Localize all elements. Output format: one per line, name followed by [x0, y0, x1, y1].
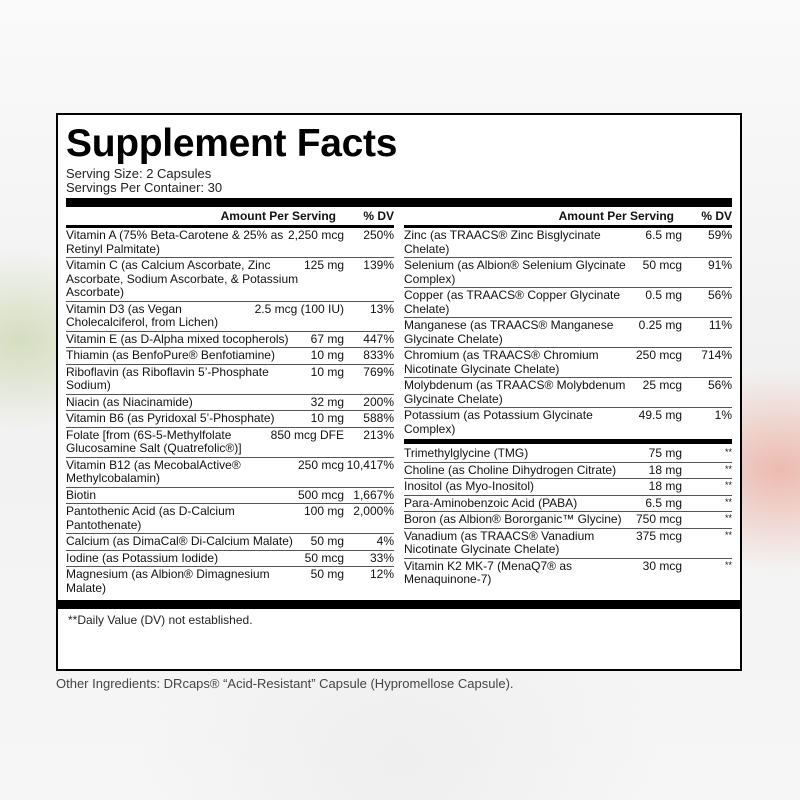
nutrient-name: Vitamin K2 MK-7 (MenaQ7® as Menaquinone-7): [404, 558, 573, 586]
nutrient-dv: 33%: [369, 550, 394, 565]
nutrient-dv: **: [724, 529, 732, 540]
dv-footnote: **Daily Value (DV) not established.: [68, 613, 253, 627]
nutrient-amount: 250 mcg: [635, 348, 682, 362]
nutrient-name: Vitamin A (75% Beta-Carotene & 25% as Retinyl Palmitate): [66, 228, 284, 256]
right-rows-top: [404, 228, 732, 437]
right-rows-bottom: [404, 446, 732, 588]
nutrient-name: Inositol (as Myo-Inositol): [404, 479, 535, 493]
nutrient-row: [66, 551, 394, 568]
nutrient-amount: 10 mg: [310, 348, 344, 362]
nutrient-row: [66, 411, 394, 428]
nutrient-name: Boron (as Albion® Bororganic™ Glycine): [404, 512, 622, 526]
nutrient-dv: 769%: [363, 364, 394, 379]
nutrient-dv: 4%: [376, 534, 394, 548]
nutrient-name: Thiamin (as BenfoPure® Benfotiamine): [66, 348, 275, 362]
amount-header: Amount Per Serving: [558, 209, 674, 223]
nutrient-row: [66, 228, 394, 258]
nutrient-dv: 11%: [708, 318, 732, 332]
panel-title: Supplement Facts: [66, 122, 398, 165]
nutrient-name: Pantothenic Acid (as D-Calcium Pantothenate): [66, 504, 235, 532]
nutrient-dv: 447%: [363, 331, 394, 346]
nutrient-row: [404, 288, 732, 318]
nutrient-dv: 1,667%: [353, 487, 394, 502]
nutrient-row: [404, 318, 732, 348]
nutrient-amount: 2.5 mcg (100 IU): [254, 301, 344, 316]
nutrient-name: Niacin (as Niacinamide): [66, 394, 193, 409]
nutrient-name: Molybdenum (as TRAACS® Molybdenum Glycinate Chelate): [404, 378, 626, 406]
right-column-header: [404, 207, 732, 228]
nutrient-row: [66, 348, 394, 365]
nutrient-dv: 588%: [363, 411, 394, 425]
nutrient-amount: 6.5 mg: [645, 495, 682, 510]
nutrient-amount: 2,250 mcg: [287, 228, 344, 242]
nutrient-name: Magnesium (as Albion® Dimagnesium Malate): [66, 567, 270, 595]
nutrient-dv: 250%: [363, 228, 394, 242]
nutrient-amount: 50 mcg: [304, 550, 344, 565]
nutrient-amount: 67 mg: [310, 331, 344, 346]
nutrient-name: Biotin: [66, 487, 97, 502]
nutrient-amount: 250 mcg: [297, 457, 344, 472]
nutrient-row: [404, 348, 732, 378]
nutrient-row: [404, 258, 732, 288]
nutrient-amount: 100 mg: [303, 504, 344, 518]
nutrient-row: [404, 479, 732, 496]
nutrient-name: Vitamin B12 (as MecobalActive® Methylcobalamin): [66, 457, 241, 485]
section-separator: [404, 439, 732, 444]
nutrient-amount: 75 mg: [648, 446, 682, 460]
nutrient-dv: 10,417%: [346, 457, 394, 472]
other-ingredients: Other Ingredients: DRcaps® “Acid-Resistant” Capsule (Hypromellose Capsule).: [56, 676, 514, 691]
nutrient-amount: 0.5 mg: [645, 288, 682, 302]
nutrient-name: Para-Aminobenzoic Acid (PABA): [404, 495, 578, 510]
nutrient-row: [66, 395, 394, 412]
nutrient-dv: 213%: [363, 427, 394, 442]
nutrient-name: Riboflavin (as Riboflavin 5’-Phosphate Sodium): [66, 364, 269, 392]
nutrient-amount: 18 mg: [648, 462, 682, 477]
nutrient-name: Chromium (as TRAACS® Chromium Nicotinate Glycinate Chelate): [404, 348, 599, 376]
dv-header: % DV: [701, 209, 732, 223]
nutrient-row: [66, 567, 394, 596]
nutrient-dv: 91%: [707, 258, 732, 272]
nutrient-amount: 750 mcg: [635, 512, 682, 526]
nutrient-dv: **: [724, 463, 732, 474]
nutrient-name: Vitamin B6 (as Pyridoxal 5’-Phosphate): [66, 411, 275, 425]
serving-size: Serving Size: 2 Capsules: [66, 166, 212, 181]
nutrient-row: [66, 258, 394, 302]
supplement-facts-panel: [56, 113, 742, 671]
nutrient-dv: 56%: [707, 288, 732, 302]
nutrient-dv: 833%: [363, 348, 394, 362]
nutrient-name: Vitamin C (as Calcium Ascorbate, Zinc Ascorbate, Sodium Ascorbate, & Potassium Ascorbate): [66, 258, 299, 299]
nutrient-name: Zinc (as TRAACS® Zinc Bisglycinate Chelate): [404, 228, 601, 256]
nutrient-dv: 59%: [707, 228, 732, 242]
nutrient-amount: 50 mcg: [642, 258, 682, 272]
top-thick-bar: [66, 198, 732, 207]
nutrient-name: Choline (as Choline Dihydrogen Citrate): [404, 462, 617, 477]
nutrient-row: [66, 504, 394, 534]
nutrient-dv: 13%: [369, 301, 394, 316]
nutrient-dv: 200%: [363, 394, 394, 409]
nutrient-row: [66, 332, 394, 349]
nutrient-row: [404, 559, 732, 588]
nutrient-dv: **: [724, 447, 732, 457]
nutrient-amount: 25 mcg: [642, 378, 682, 392]
nutrient-amount: 375 mcg: [635, 528, 682, 543]
nutrient-row: [404, 446, 732, 463]
nutrient-amount: 6.5 mg: [645, 228, 682, 242]
nutrient-row: [66, 302, 394, 332]
amount-header: Amount Per Serving: [220, 209, 336, 223]
nutrient-row: [404, 378, 732, 408]
nutrient-row: [404, 228, 732, 258]
left-rows: [66, 228, 394, 596]
nutrient-row: [66, 534, 394, 551]
nutrient-amount: 50 mg: [310, 567, 344, 581]
nutrient-name: Vanadium (as TRAACS® Vanadium Nicotinate Glycinate Chelate): [404, 528, 595, 556]
nutrient-amount: 30 mcg: [642, 558, 682, 573]
left-column-header: [66, 207, 394, 228]
nutrient-dv: **: [724, 513, 732, 523]
nutrient-dv: **: [724, 480, 732, 490]
servings-per-container: Servings Per Container: 30: [66, 180, 223, 195]
nutrient-name: Copper (as TRAACS® Copper Glycinate Chelate): [404, 288, 621, 316]
nutrient-row: [404, 529, 732, 559]
nutrient-columns: [66, 207, 732, 596]
nutrient-name: Calcium (as DimaCal® Di-Calcium Malate): [66, 534, 293, 548]
nutrient-name: Manganese (as TRAACS® Manganese Glycinate Chelate): [404, 318, 614, 346]
nutrient-amount: 500 mcg: [297, 487, 344, 502]
nutrient-dv: 56%: [707, 378, 732, 392]
nutrient-amount: 18 mg: [648, 479, 682, 493]
nutrient-row: [66, 488, 394, 505]
nutrient-amount: 0.25 mg: [638, 318, 682, 332]
nutrient-amount: 49.5 mg: [638, 408, 682, 422]
nutrient-name: Iodine (as Potassium Iodide): [66, 550, 219, 565]
nutrient-row: [66, 458, 394, 488]
nutrient-amount: 850 mcg DFE: [270, 427, 344, 442]
nutrient-name: Potassium (as Potassium Glycinate Complex): [404, 408, 593, 436]
nutrient-dv: **: [724, 496, 732, 507]
nutrient-name: Selenium (as Albion® Selenium Glycinate Complex): [404, 258, 626, 286]
right-column: [404, 207, 732, 596]
left-column: [66, 207, 394, 596]
dv-header: % DV: [363, 209, 394, 223]
nutrient-dv: **: [724, 559, 732, 570]
nutrient-name: Folate [from (6S-5-Methylfolate Glucosamine Salt (Quatrefolic®)]: [66, 427, 242, 455]
nutrient-amount: 50 mg: [310, 534, 344, 548]
nutrient-row: [66, 428, 394, 458]
nutrient-amount: 10 mg: [310, 364, 344, 379]
nutrient-amount: 32 mg: [310, 394, 344, 409]
nutrient-dv: 12%: [369, 567, 394, 581]
nutrient-row: [404, 512, 732, 529]
nutrient-dv: 139%: [363, 258, 394, 272]
nutrient-name: Trimethylglycine (TMG): [404, 446, 529, 460]
nutrient-amount: 125 mg: [303, 258, 344, 272]
nutrient-row: [404, 463, 732, 480]
bottom-thick-bar: [58, 600, 740, 609]
nutrient-row: [404, 496, 732, 513]
nutrient-row: [404, 408, 732, 437]
nutrient-amount: 10 mg: [310, 411, 344, 425]
nutrient-row: [66, 365, 394, 395]
nutrient-dv: 1%: [714, 408, 732, 422]
nutrient-dv: 714%: [701, 348, 732, 362]
nutrient-dv: 2,000%: [353, 504, 394, 518]
nutrient-name: Vitamin D3 (as Vegan Cholecalciferol, from Lichen): [66, 301, 219, 329]
nutrient-name: Vitamin E (as D-Alpha mixed tocopherols): [66, 331, 289, 346]
